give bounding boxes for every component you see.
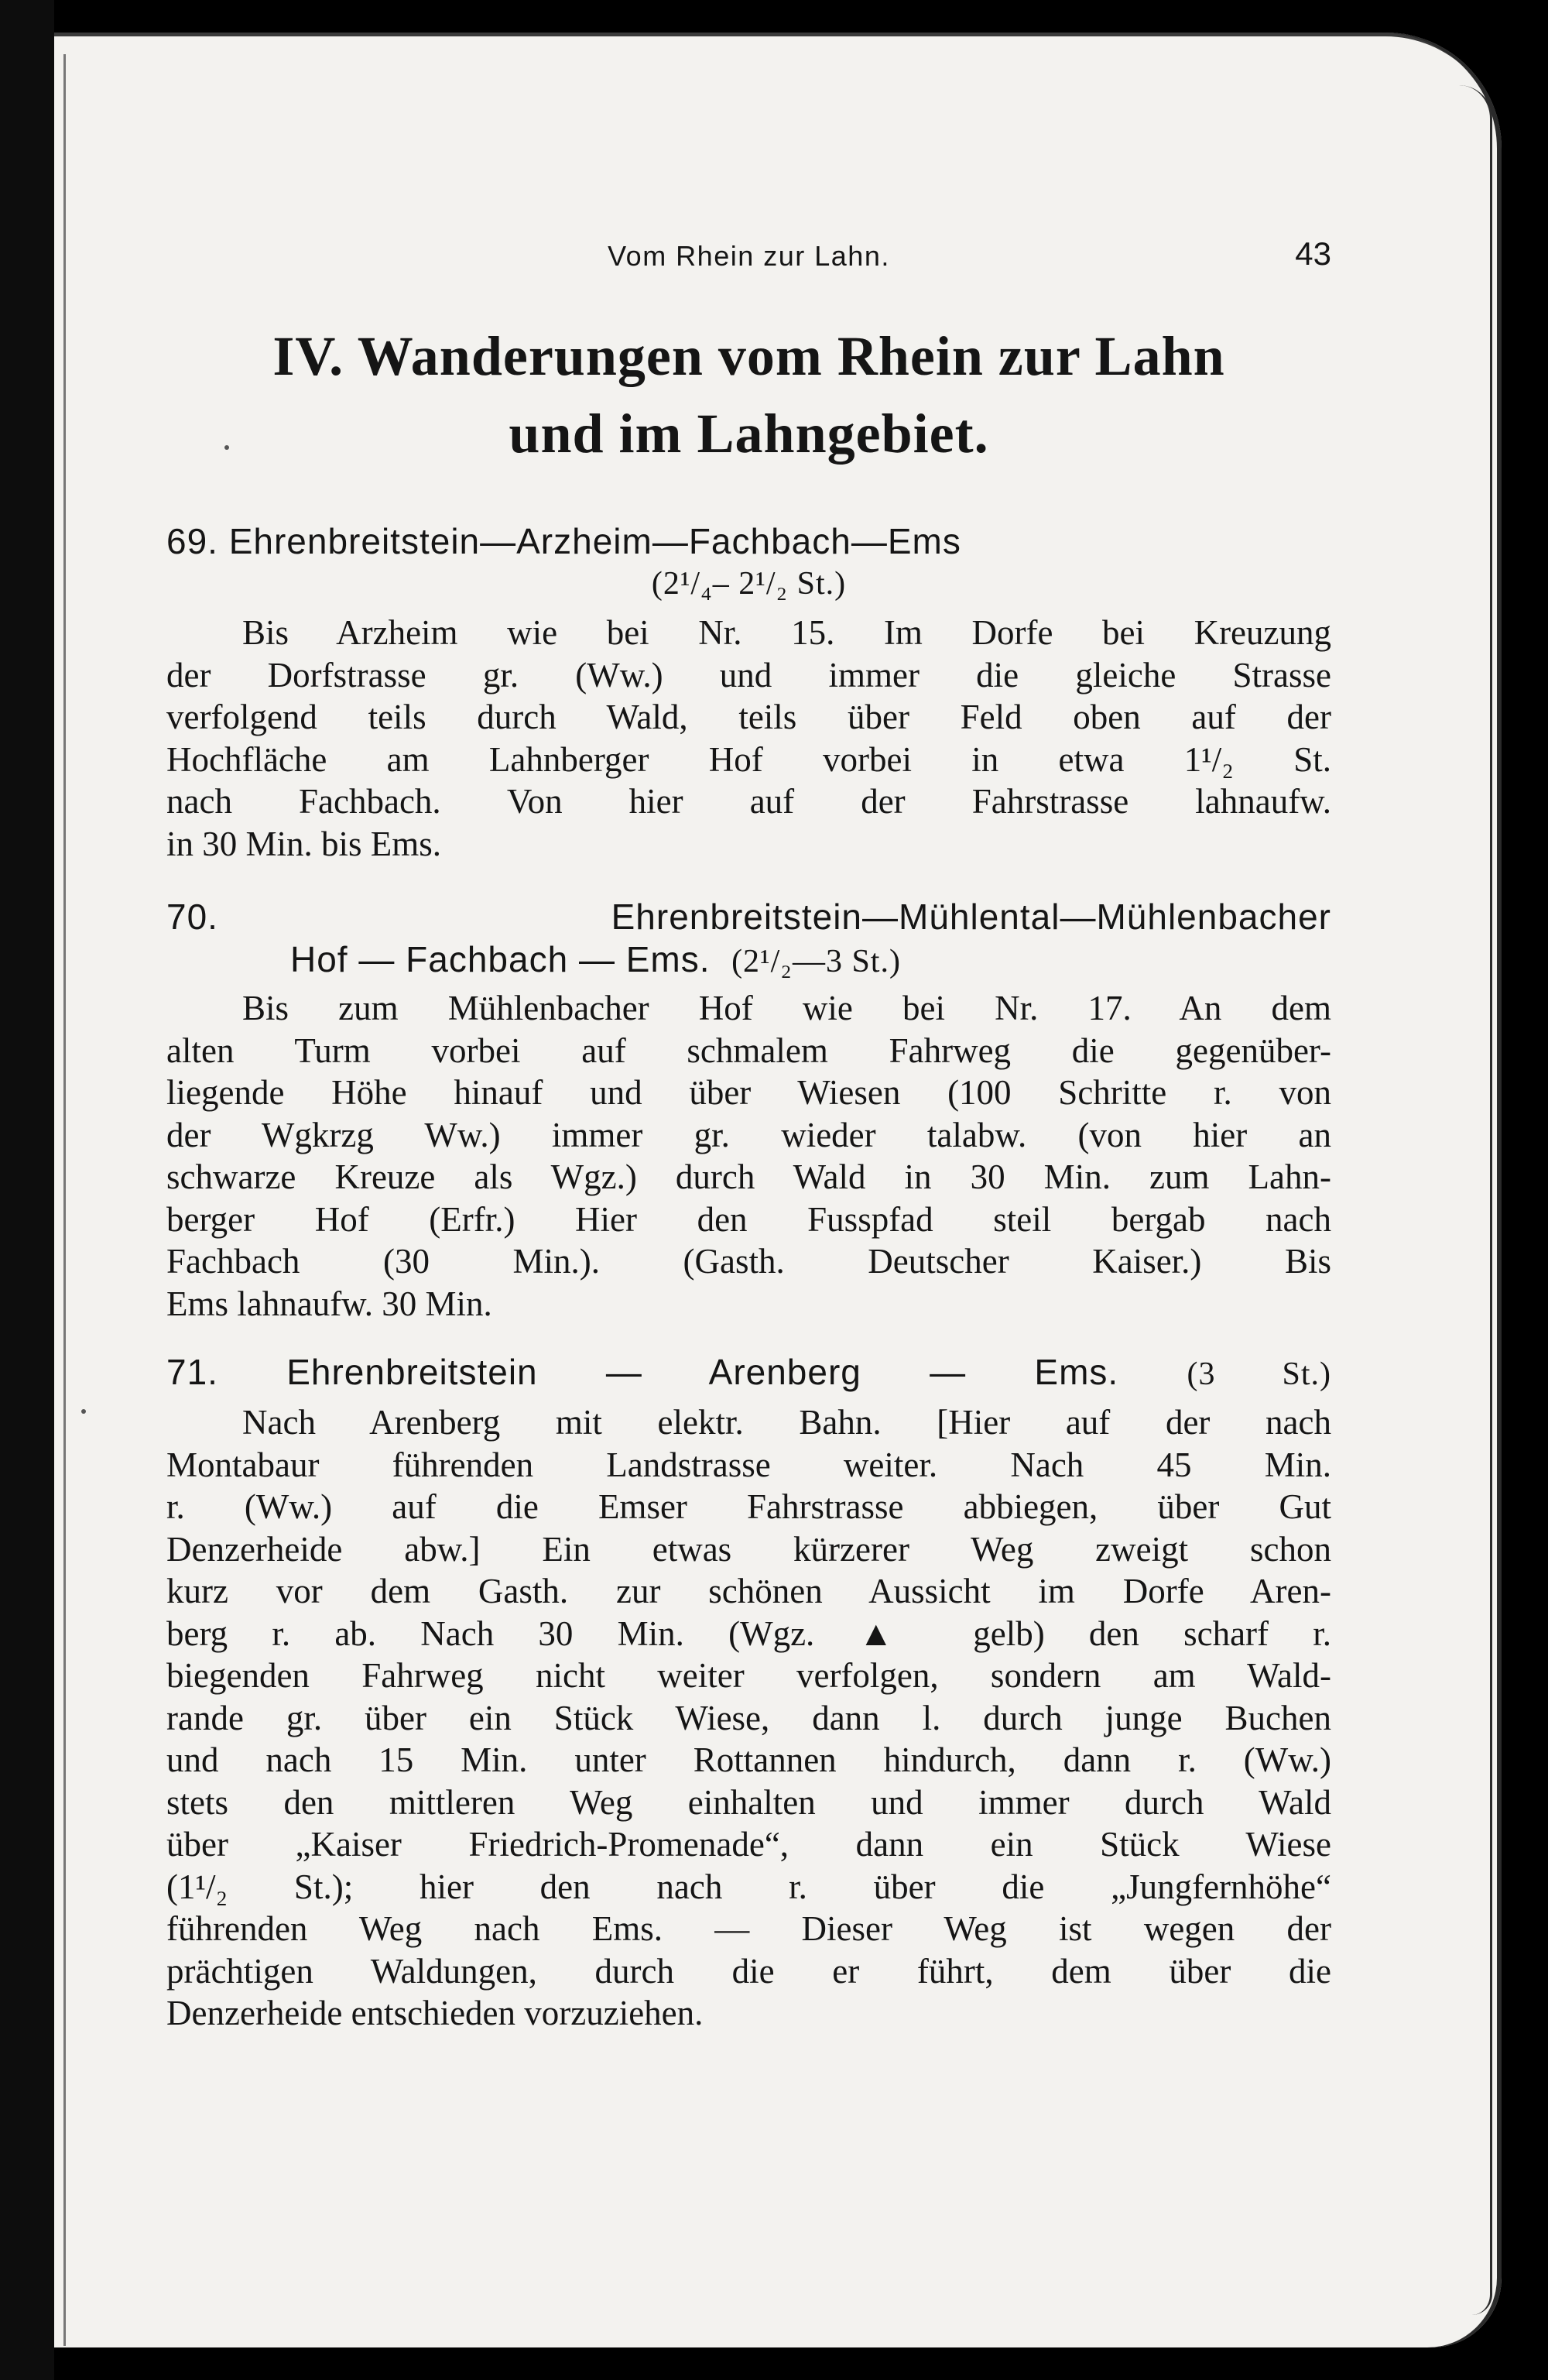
running-title: Vom Rhein zur Lahn. xyxy=(608,240,890,272)
route-69-line: nach Fachbach. Von hier auf der Fahrstrasse lahnaufw. xyxy=(166,782,1331,821)
chapter-title xyxy=(166,317,1331,472)
route-71-title: 71. Ehrenbreitstein — Arenberg — Ems. xyxy=(166,1352,1119,1392)
page-edge xyxy=(1459,85,1492,2315)
route-71-line: stets den mittleren Weg einhalten und immer durch Wald xyxy=(166,1782,1331,1822)
route-70-title-line-2 xyxy=(166,937,1331,979)
running-head xyxy=(166,232,1331,279)
route-70-line: Fachbach (30 Min.). (Gasth. Deutscher Kaiser.) Bis xyxy=(166,1242,1331,1281)
route-71-line: über „Kaiser Friedrich-Promenade“, dann ein Stück Wiese xyxy=(166,1825,1331,1864)
route-69-duration: (2¹/₄– 2¹/₂ St.) xyxy=(651,565,847,602)
scan-left-margin xyxy=(0,0,54,2380)
route-70-duration: (2¹/₂—3 St.) xyxy=(731,943,901,979)
route-71-line: Denzerheide abw.] Ein etwas kürzerer Weg zweigt schon xyxy=(166,1529,1331,1569)
route-69-line: verfolgend teils durch Wald, teils über Feld oben auf der xyxy=(166,698,1331,736)
route-71-line: Denzerheide entschieden vorzuziehen. xyxy=(166,1994,704,2032)
route-71-line: biegenden Fahrweg nicht weiter verfolgen, sondern am Wald- xyxy=(166,1656,1331,1695)
route-71-line: (1¹/₂ St.); hier den nach r. über die „Jungfernhöhe“ xyxy=(166,1867,1331,1906)
route-70-line: Ems lahnaufw. 30 Min. xyxy=(166,1284,492,1323)
route-69-heading xyxy=(166,519,1331,606)
route-71-line: und nach 15 Min. unter Rottannen hindurch, dann r. (Ww.) xyxy=(166,1740,1331,1779)
route-70-heading xyxy=(166,894,1331,979)
route-71-line: kurz vor dem Gasth. zur schönen Aussicht im Dorfe Aren- xyxy=(166,1572,1331,1610)
route-70-line: schwarze Kreuze als Wgz.) durch Wald in 30 Min. zum Lahn- xyxy=(166,1157,1331,1196)
route-71-line: Montabaur führenden Landstrasse weiter. Nach 45 Min. xyxy=(166,1445,1331,1484)
route-71-line: r. (Ww.) auf die Emser Fahrstrasse abbiegen, über Gut xyxy=(166,1487,1331,1526)
page-number: 43 xyxy=(1295,235,1331,272)
route-71-title-row xyxy=(166,1349,1331,1392)
scan-speck xyxy=(81,1409,86,1414)
route-69-line: der Dorfstrasse gr. (Ww.) und immer die gleiche Strasse xyxy=(166,655,1331,694)
route-71-line: Nach Arenberg mit elektr. Bahn. [Hier auf der nach xyxy=(242,1403,1331,1442)
route-71-heading xyxy=(166,1349,1331,1392)
route-69-line: Bis Arzheim wie bei Nr. 15. Im Dorfe bei Kreuzung xyxy=(242,613,1331,652)
route-71-duration: (3 St.) xyxy=(1187,1356,1331,1392)
route-71-line: rande gr. über ein Stück Wiese, dann l. durch junge Buchen xyxy=(166,1698,1331,1737)
route-69-text xyxy=(166,612,1331,865)
route-71-line: führenden Weg nach Ems. — Dieser Weg ist wegen der xyxy=(166,1909,1331,1948)
chapter-title-line-1: IV. Wanderungen vom Rhein zur Lahn xyxy=(272,325,1225,387)
route-69-line: in 30 Min. bis Ems. xyxy=(166,824,442,863)
route-71-line: prächtigen Waldungen, durch die er führt, dem über die xyxy=(166,1951,1331,1991)
route-70-line: liegende Höhe hinauf und über Wiesen (100 Schritte r. von xyxy=(166,1073,1331,1112)
route-69-line: Hochfläche am Lahnberger Hof vorbei in etwa 1¹/₂ St. xyxy=(166,739,1331,779)
route-69-title: 69. Ehrenbreitstein—Arzheim—Fachbach—Ems xyxy=(166,521,961,561)
route-70-line: der Wgkrzg Ww.) immer gr. wieder talabw. (von hier an xyxy=(166,1115,1331,1154)
route-70-text xyxy=(166,987,1331,1325)
route-71-line: berg r. ab. Nach 30 Min. (Wgz. ▲ gelb) den scharf r. xyxy=(166,1614,1331,1653)
route-70-line: alten Turm vorbei auf schmalem Fahrweg die gegenüber- xyxy=(166,1031,1331,1070)
chapter-title-line-2: und im Lahngebiet. xyxy=(509,403,989,465)
route-70-line: berger Hof (Erfr.) Hier den Fusspfad steil bergab nach xyxy=(166,1199,1331,1239)
spine-line xyxy=(63,54,66,2346)
route-71-text xyxy=(166,1401,1331,2035)
route-70-title-line-1: 70. Ehrenbreitstein—Mühlental—Mühlenbacher xyxy=(166,897,1331,937)
scan-speck xyxy=(224,445,229,450)
route-70-line: Bis zum Mühlenbacher Hof wie bei Nr. 17. An dem xyxy=(242,989,1331,1027)
route-70-title-line-2-text: Hof — Fachbach — Ems. xyxy=(290,938,711,979)
